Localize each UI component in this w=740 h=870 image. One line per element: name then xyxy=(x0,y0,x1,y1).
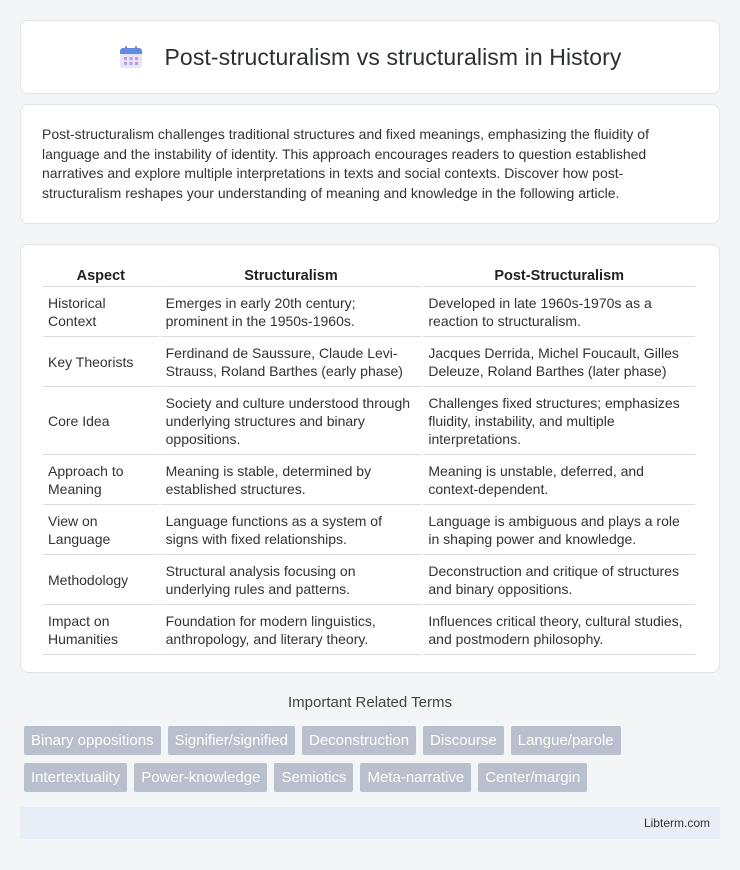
comparison-table xyxy=(41,265,697,655)
cell-aspect: Core Idea xyxy=(43,387,159,455)
cell-post-structuralism: Meaning is unstable, deferred, and context-dependent. xyxy=(423,455,695,505)
table-row xyxy=(43,605,695,655)
cell-post-structuralism: Influences critical theory, cultural studies, and postmodern philosophy. xyxy=(423,605,695,655)
calendar-icon xyxy=(118,44,144,70)
header-aspect: Aspect xyxy=(43,265,159,287)
cell-structuralism: Structural analysis focusing on underlying rules and patterns. xyxy=(161,555,422,605)
tag-power-knowledge[interactable]: Power-knowledge xyxy=(134,763,267,792)
title-wrap xyxy=(118,44,621,71)
cell-aspect: Impact on Humanities xyxy=(43,605,159,655)
tag-discourse[interactable]: Discourse xyxy=(423,726,504,755)
header-post-structuralism: Post-Structuralism xyxy=(423,265,695,287)
cell-post-structuralism: Jacques Derrida, Michel Foucault, Gilles Deleuze, Roland Barthes (later phase) xyxy=(423,337,695,387)
footer xyxy=(20,807,720,839)
cell-structuralism: Ferdinand de Saussure, Claude Levi-Strauss, Roland Barthes (early phase) xyxy=(161,337,422,387)
related-terms-tags xyxy=(24,726,724,792)
footer-site-link[interactable]: Libterm.com xyxy=(643,816,710,830)
page-title: Post-structuralism vs structuralism in History xyxy=(164,43,622,70)
cell-post-structuralism: Developed in late 1960s-1970s as a reaction to structuralism. xyxy=(423,287,695,337)
cell-structuralism: Language functions as a system of signs with fixed relationships. xyxy=(161,505,422,555)
table-header-row xyxy=(43,265,695,287)
table-row xyxy=(43,387,695,455)
table-row xyxy=(43,455,695,505)
header-structuralism: Structuralism xyxy=(161,265,422,287)
intro-card xyxy=(20,104,720,224)
tag-semiotics[interactable]: Semiotics xyxy=(274,763,353,792)
cell-structuralism: Emerges in early 20th century; prominent in the 1950s-1960s. xyxy=(161,287,422,337)
table-row xyxy=(43,287,695,337)
table-row xyxy=(43,505,695,555)
cell-aspect: Key Theorists xyxy=(43,337,159,387)
cell-aspect: View on Language xyxy=(43,505,159,555)
cell-structuralism: Society and culture understood through underlying structures and binary oppositions. xyxy=(161,387,422,455)
cell-aspect: Approach to Meaning xyxy=(43,455,159,505)
related-terms-title: Important Related Terms xyxy=(288,694,452,711)
cell-post-structuralism: Language is ambiguous and plays a role in shaping power and knowledge. xyxy=(423,505,695,555)
tag-binary-oppositions[interactable]: Binary oppositions xyxy=(24,726,161,755)
table-row xyxy=(43,337,695,387)
intro-text: Post-structuralism challenges traditional structures and fixed meanings, emphasizing the fluidity of language and the instability of identity. This approach encourages readers to question established narratives and explore multiple interpretations in texts and social contexts. Discover how post-structuralism reshapes your understanding of meaning and knowledge in the following article. xyxy=(42,126,649,201)
tag-deconstruction[interactable]: Deconstruction xyxy=(302,726,416,755)
tag-meta-narrative[interactable]: Meta-narrative xyxy=(360,763,471,792)
cell-aspect: Historical Context xyxy=(43,287,159,337)
cell-post-structuralism: Deconstruction and critique of structures and binary oppositions. xyxy=(423,555,695,605)
tag-langue-parole[interactable]: Langue/parole xyxy=(511,726,621,755)
tag-intertextuality[interactable]: Intertextuality xyxy=(24,763,127,792)
header-card xyxy=(20,20,720,94)
tag-signifier-signified[interactable]: Signifier/signified xyxy=(168,726,295,755)
table-row xyxy=(43,555,695,605)
cell-post-structuralism: Challenges fixed structures; emphasizes fluidity, instability, and multiple interpretations. xyxy=(423,387,695,455)
cell-structuralism: Meaning is stable, determined by established structures. xyxy=(161,455,422,505)
cell-structuralism: Foundation for modern linguistics, anthropology, and literary theory. xyxy=(161,605,422,655)
tag-center-margin[interactable]: Center/margin xyxy=(478,763,587,792)
cell-aspect: Methodology xyxy=(43,555,159,605)
comparison-table-card xyxy=(20,244,720,673)
